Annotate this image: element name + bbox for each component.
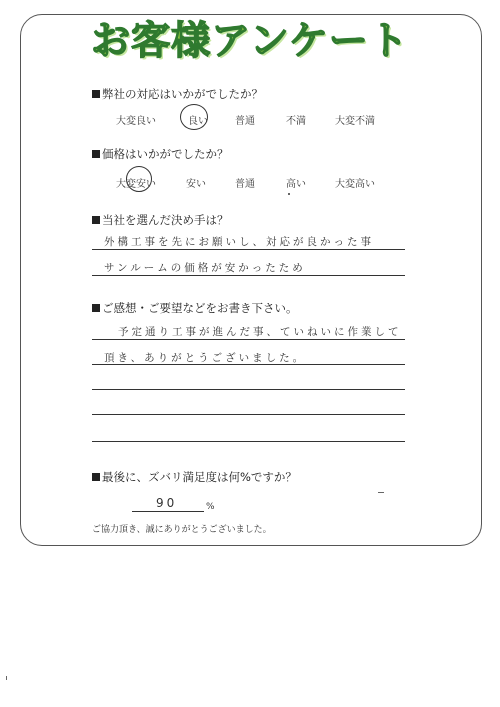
ink-speck	[288, 193, 290, 195]
q4-answer-rule-2	[92, 364, 405, 365]
q3-answer-line-1: 外構工事を先にお願いし、対応が良かった事	[104, 236, 374, 248]
square-bullet-icon	[92, 473, 100, 481]
q2-option-normal[interactable]: 普通	[235, 179, 255, 190]
percent-unit: %	[206, 502, 215, 512]
q3-answer-rule-2	[92, 275, 405, 276]
q2-selected-circle	[126, 166, 152, 192]
q2-option-very-cheap[interactable]: 大変安い	[116, 179, 156, 190]
q2-option-cheap[interactable]: 安い	[186, 179, 206, 190]
ink-speck	[378, 492, 384, 493]
q1-option-very-dissatisfied[interactable]: 大変不満	[335, 116, 375, 127]
satisfaction-rule	[132, 511, 204, 512]
question-1-label: 弊社の対応はいかがでしたか？	[92, 86, 263, 102]
q3-answer-rule-1	[92, 249, 405, 250]
square-bullet-icon	[92, 304, 100, 312]
q3-answer-line-2: サンルームの価格が安かったため	[104, 262, 306, 274]
question-5-label: 最後に、ズバリ満足度は何%ですか？	[92, 469, 297, 485]
q1-option-dissatisfied[interactable]: 不満	[286, 116, 306, 127]
scan-speck	[6, 676, 7, 680]
question-4-label: ご感想・ご要望などをお書き下さい。	[92, 300, 298, 316]
q4-answer-rule-1	[92, 339, 405, 340]
survey-title: お客様アンケート	[91, 19, 409, 64]
q4-answer-line-2: 頂き、ありがとうございました。	[104, 352, 307, 364]
q2-option-expensive[interactable]: 高い	[286, 179, 306, 190]
question-3-label: 当社を選んだ決め手は？	[92, 212, 229, 228]
square-bullet-icon	[92, 90, 100, 98]
q2-option-very-expensive[interactable]: 大変高い	[335, 179, 375, 190]
question-2-label: 価格はいかがでしたか？	[92, 146, 229, 162]
footer-thanks: ご協力頂き、誠にありがとうございました。	[92, 525, 272, 535]
q1-option-normal[interactable]: 普通	[235, 116, 255, 127]
q4-answer-line-1: 予定通り工事が進んだ事、ていねいに作業して	[118, 326, 402, 338]
q4-answer-rule-3	[92, 389, 405, 390]
square-bullet-icon	[92, 150, 100, 158]
square-bullet-icon	[92, 216, 100, 224]
q1-selected-circle	[180, 104, 208, 130]
q1-option-good[interactable]: 良い	[188, 116, 208, 127]
q4-answer-rule-5	[92, 441, 405, 442]
q4-answer-rule-4	[92, 414, 405, 415]
satisfaction-value: 90	[156, 496, 178, 510]
q1-option-very-good[interactable]: 大変良い	[116, 116, 156, 127]
